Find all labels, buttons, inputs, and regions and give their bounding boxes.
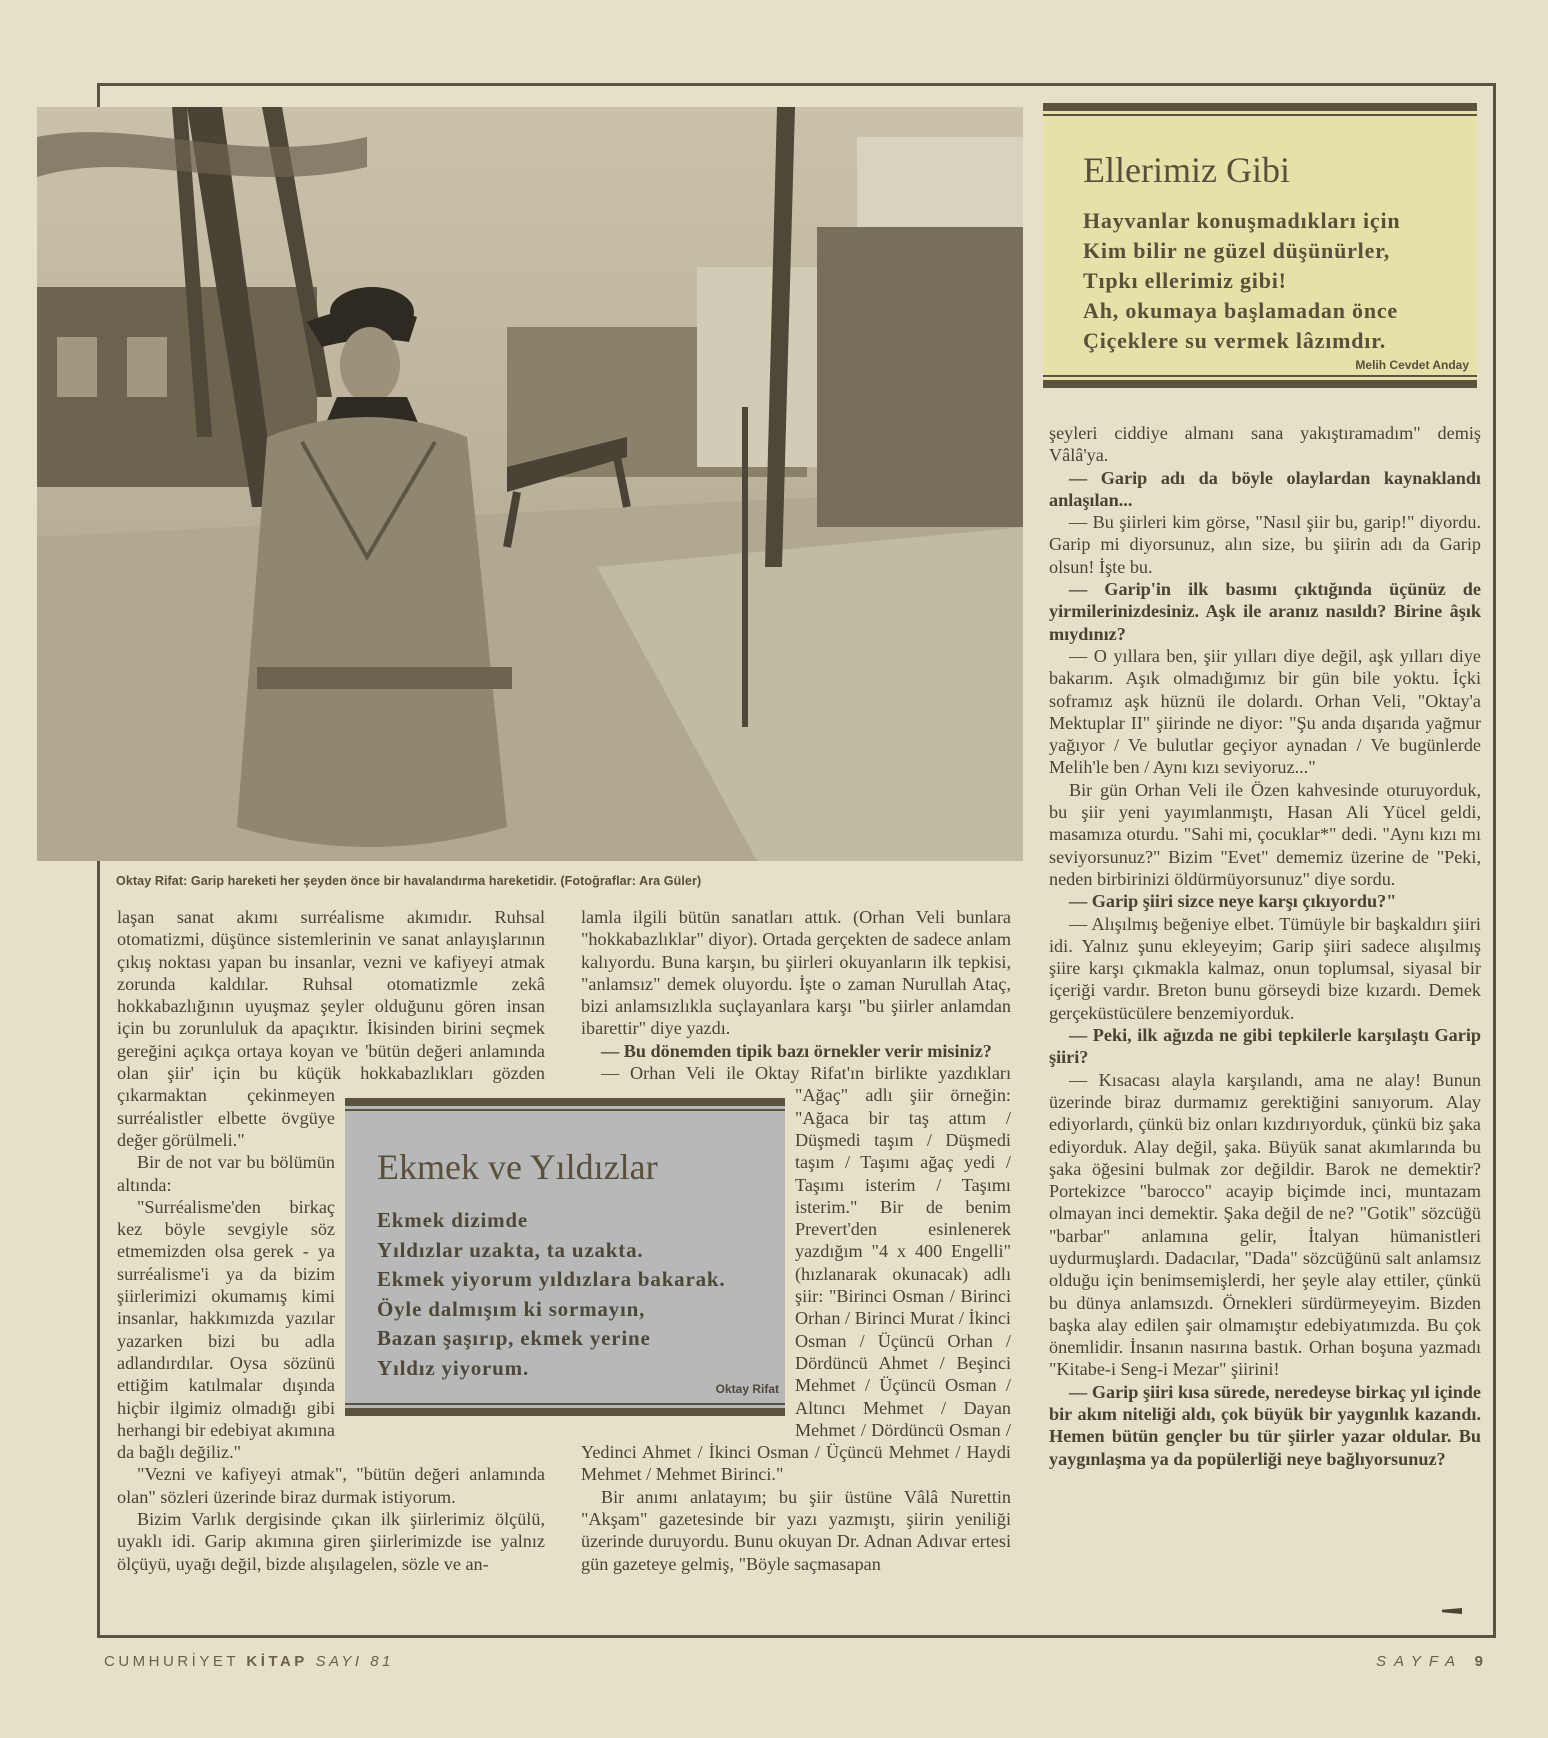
paragraph: Bir anımı anlatayım; bu şiir üstüne Vâlâ Nurettin "Akşam" gazetesinde bir yazı yazmıştı, şiirin yeniliği üzerinde duruyordu. Bunu okuyan Dr. Adnan Adıvar ertesi gün gazeteye gelmiş, "Böyle saçmasapan [581,1486,1011,1574]
photo-caption: Oktay Rifat: Garip hareketi her şeyden önce bir havalandırma hareketidir. (Fotoğraflar: Ara Güler) [116,874,702,888]
poem-title: Ellerimiz Gibi [1083,150,1290,190]
interview-answer: — Alışılmış beğeniye elbet. Tümüyle bir başkaldırı şiiri idi. Yalnız şunu ekleyeyim; Garip şiiri sadece alışılmış şiire karşı çıkmakla kalmaz, onun toplumsal, siyasal bir içeriği vardır. Breton bunu görseydi bize kızardı. Demek gerçeküstücülere benzemiyorduk. [1049,913,1481,1023]
interview-question: — Bu dönemden tipik bazı örnekler verir misiniz? [601,1040,992,1061]
poem-author: Melih Cevdet Anday [1355,358,1469,372]
poem-line: Kim bilir ne güzel düşünürler, [1083,238,1390,263]
page-number: 9 [1474,1653,1491,1670]
poem-box-ekmek-ve-yildizlar [345,1098,785,1416]
interview-question: — Garip'in ilk basımı çıktığında üçünüz de yirmilerinizdesiniz. Aşk ile aranız nasıldı? Birine âşık mıydınız? [1049,579,1481,644]
paragraph: "Surréalisme'den birkaç kez böyle sevgiyle söz etmemizden olsa gerek - ya surréalisme'i ya da bizim şiirlerimizi okumamış kimi insanlar, hakkımızda yazılar yazarken bizi bu adla adlandırdılar. Oysa sözünü ettiğim katılmalar dışında hiçbir ilgimiz olmadığı gibi herhangi bir edebiyat akımına da bağlı değiliz." [117,1196,335,1463]
poem-line: Ah, okumaya başlamadan önce [1083,298,1398,323]
poem-line: Çiçeklere su vermek lâzımdır. [1083,328,1387,353]
footer-page [1376,1653,1491,1670]
paragraph: Bir de not var bu bölümün altında: [117,1152,335,1195]
article-column-right [1049,422,1481,1470]
interview-question: — Garip şiiri kısa sürede, neredeyse birkaç yıl içinde bir akım niteliği aldı, çok büyük bir yaygınlık kazandı. Hemen bütün gençler bu tür şiirler yazar oldular. Bu yaygınlaşma ya da popülerliği neye bağlıyorsunuz? [1049,1381,1481,1469]
poem-lines [377,1206,725,1383]
interview-question: — Garip adı da böyle olaylardan kaynaklandı anlaşılan... [1049,467,1481,510]
page-label: SAYFA [1376,1653,1463,1670]
poem-author: Oktay Rifat [715,1382,779,1396]
paragraph: — Orhan Veli ile Oktay Rifat'ın birlikte yazdıkları "Ağaç" adlı şiir örneğin: "Ağaca bir taş attım / Düşmedi taşım / Düşmedi taşım / Taşımı ağaç yedi / Taşımı isterim / Taşımı isterim." Bir de benim Prevert'den esinlenerek yazdığım "4 x 400 Engelli" (hızlanarak okunacak) adlı şiir: "Birinci Osman / Birinci Orhan / Birinci Murat / İkinci Osman / Üçüncü Orhan / Dördüncü Ahmet / Beşinci Mehmet / Üçüncü Osman / Altıncı Mehmet / Dayan Mehmet / Dördüncü Osman / Yedinci Ahmet / İkinci Osman / Üçüncü Mehmet / Haydi Mehmet / Mehmet Birinci." [581,1063,1011,1485]
paragraph: "Vezni ve kafiyeyi atmak", "bütün değeri anlamında olan" sözleri üzerinde biraz durmak istiyorum. [117,1464,545,1507]
interview-question: — Peki, ilk ağızda ne gibi tepkilerle karşılaştı Garip şiiri? [1049,1025,1481,1068]
photo [37,107,1023,861]
interview-answer: — Kısacası alayla karşılandı, ama ne alay! Bunun üzerinde biraz durmamız gerektiğini sanıyorum. Alay ediyorlardı, çünkü biz onları kızdırıyorduk, çünkü biz şaka ediyorduk. Alay değil, şaka. Büyük sanat akımlarında bu şaka öğesini bulmak zor değildir. Barok ne demektir? Portekizce "barocco" acayip biçimde inci, muntazam olmayan inci demektir. Şaka değil de ne? "Gotik" sözcüğü "barbar" anlamına gelir, İtalyan hümanistleri uydurmuşlardı. Dadacılar, "Dada" sözcüğünü salt anlamsız olduğu için benimsemişlerdi, her şeyle alay ettiler, çünkü bu dünya anlamsızdı. Örnekleri sürdürmeyeyim. Bizden başka alay edilen şair olmamıştır edebiyatımızda. Bu çok önemlidir. İnsanın nasırına bastık. Orhan boşuna yazmadı "Kitabe-i Seng-i Mezar" şiirini! [1049,1069,1481,1380]
poem-line: Bazan şaşırıp, ekmek yerine [377,1326,651,1350]
footer-publication [104,1653,394,1670]
publication-name: CUMHURİYET [104,1653,239,1670]
interview-answer: — Bu şiirleri kim görse, "Nasıl şiir bu, garip!" diyordu. Garip mi diyorsunuz, alın size, bu şiirin adı da Garip olsun! İşte bu. [1049,512,1481,577]
paragraph: lamla ilgili bütün sanatları attık. (Orhan Veli bunlara "hokkabazlıklar" diyor). Ortada gerçekten de sadece anlam kalıyordu. Buna karşın, bu şiirleri okuyanların ilk tepkisi, "anlamsız" demek oluyordu. İşte o zaman Nurullah Ataç, bizi anlamsızlıkla suçlayanlara karşı "bu şiirler anlamdan ibarettir" diye yazdı. [581,907,1011,1039]
paragraph: şeyleri ciddiye almanı sana yakıştıramadım" demiş Vâlâ'ya. [1049,423,1481,466]
poem-line: Ekmek yiyorum yıldızlara bakarak. [377,1267,726,1291]
poem-box-ellerimiz-gibi [1043,103,1477,388]
poem-lines [1083,206,1400,356]
portrait-photo [37,107,1023,861]
interview-question: — Garip şiiri sizce neye karşı çıkıyordu?" [1069,891,1397,912]
poem-line: Yıldızlar uzakta, ta uzakta. [377,1237,644,1262]
poem-line: Öyle dalmışım ki sormayın, [377,1296,646,1321]
paragraph: laşan sanat akımı surréalisme akımıdır. Ruhsal otomatizmi, düşünce sistemlerinin ve sanat anlayışlarının çıkış noktası yapan bu insanlar, vezni ve kafiyeyi atmak zorunda kaldılar. Ruhsal otomatizmle zekâ hokkabazlığının uyuşmaz şeyler olduğunu gören insan için bu zorunluluk da apaçıktır. İkisinden birini seçmek gereğini açıkça ortaya koyan ve 'bütün değeri anlamında olan şiir' için bu küçük hokkabazlıkları gözden çıkarmaktan çekinmeyen surréalistler elbette övgüye değer görülmeli." [117,907,545,1150]
poem-line: Yıldız yiyorum. [377,1355,529,1380]
paragraph: Bizim Varlık dergisinde çıkan ilk şiirlerimiz ölçülü, uyaklı idi. Garip akımına giren şiirlerimizde ise yalnız ölçüyü, uyağı değil, bizde alışılagelen, sözle ve an- [117,1509,545,1574]
poem-line: Ekmek dizimde [377,1208,528,1232]
interview-answer: — O yıllara ben, şiir yılları diye değil, aşk yılları diye bakarım. Aşık olmadığımız bir gün bile yoktu. İçki soframız aşk hüznü ile dolardı. Orhan Veli, "Oktay'a Mektuplar II" şiirinde ne diyor: "Şu anda dışarıda yağmur yağıyor / Ve bulutlar geçiyor aynadan / Ve bugünlerde Melih'le ben / Aynı kızı seviyoruz..." [1049,645,1481,778]
poem-title: Ekmek ve Yıldızlar [377,1147,658,1187]
poem-line: Hayvanlar konuşmadıkları için [1083,208,1401,233]
publication-kitap: KİTAP [246,1653,308,1670]
issue-number: SAYI 81 [315,1653,394,1670]
paragraph: Bir gün Orhan Veli ile Özen kahvesinde oturuyorduk, bu şiir yeni yayımlanmıştı, Hasan Ali Yücel geldi, masamıza oturdu. "Sahi mi, çocuklar*" dedi. "Aynı kızı mı seviyorsunuz?" Bizim "Evet" dememiz üzerine de "Peki, neden birbirinizi öldürmüyorsunuz" diye sordu. [1049,779,1481,889]
poem-line: Tıpkı ellerimiz gibi! [1083,268,1287,293]
